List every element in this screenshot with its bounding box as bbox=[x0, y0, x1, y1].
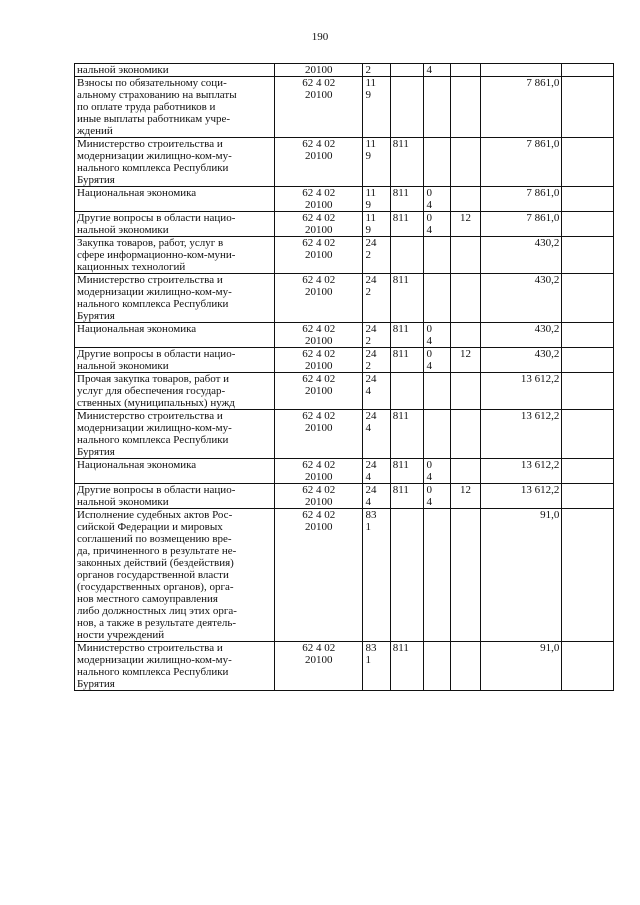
table-row bbox=[75, 64, 614, 77]
subsection-cell bbox=[450, 274, 481, 323]
ministry-code-cell bbox=[390, 77, 424, 138]
ministry-code-cell: 811 bbox=[390, 642, 424, 691]
expense-name-cell: Другие вопросы в области нацио- нальной экономики bbox=[75, 212, 275, 237]
amount-cell: 13 612,2 bbox=[481, 373, 562, 410]
table-row bbox=[75, 459, 614, 484]
table-row bbox=[75, 274, 614, 323]
expense-type-cell: 24 4 bbox=[363, 459, 390, 484]
empty-cell bbox=[562, 77, 614, 138]
target-article-cell: 62 4 02 20100 bbox=[275, 410, 363, 459]
subsection-cell: 12 bbox=[450, 212, 481, 237]
target-article-cell: 62 4 02 20100 bbox=[275, 348, 363, 373]
amount-cell: 13 612,2 bbox=[481, 410, 562, 459]
table-row bbox=[75, 212, 614, 237]
target-article-cell: 62 4 02 20100 bbox=[275, 77, 363, 138]
ministry-code-cell bbox=[390, 237, 424, 274]
ministry-code-cell bbox=[390, 373, 424, 410]
expense-name-cell: Национальная экономика bbox=[75, 459, 275, 484]
table-row bbox=[75, 373, 614, 410]
ministry-code-cell bbox=[390, 509, 424, 642]
table-row bbox=[75, 642, 614, 691]
target-article-cell: 62 4 02 20100 bbox=[275, 274, 363, 323]
expense-name-cell: Национальная экономика bbox=[75, 187, 275, 212]
expense-type-cell: 24 4 bbox=[363, 484, 390, 509]
amount-cell: 13 612,2 bbox=[481, 484, 562, 509]
ministry-code-cell: 811 bbox=[390, 138, 424, 187]
empty-cell bbox=[562, 138, 614, 187]
expense-name-cell: нальной экономики bbox=[75, 64, 275, 77]
ministry-code-cell: 811 bbox=[390, 323, 424, 348]
target-article-cell: 62 4 02 20100 bbox=[275, 484, 363, 509]
target-article-cell: 62 4 02 20100 bbox=[275, 187, 363, 212]
amount-cell: 430,2 bbox=[481, 237, 562, 274]
section-cell: 0 4 bbox=[424, 348, 450, 373]
table-row bbox=[75, 484, 614, 509]
section-cell bbox=[424, 274, 450, 323]
table-row bbox=[75, 509, 614, 642]
section-cell bbox=[424, 77, 450, 138]
ministry-code-cell: 811 bbox=[390, 187, 424, 212]
table-row bbox=[75, 348, 614, 373]
subsection-cell bbox=[450, 187, 481, 212]
target-article-cell: 62 4 02 20100 bbox=[275, 509, 363, 642]
expense-name-cell: Исполнение судебных актов Рос- сийской Федерации и мировых соглашений по возмещению вре- да, причиненного в результате не- законных действий (бездействия) органов государственной власти (государственных органов), орга- нов местного самоуправления либо должностных лиц этих орга- нов, а также в результате деятель- ности учреждений bbox=[75, 509, 275, 642]
empty-cell bbox=[562, 642, 614, 691]
expense-type-cell: 24 4 bbox=[363, 410, 390, 459]
expense-type-cell: 83 1 bbox=[363, 509, 390, 642]
page-number: 190 bbox=[311, 31, 329, 43]
empty-cell bbox=[562, 348, 614, 373]
subsection-cell bbox=[450, 77, 481, 138]
expense-name-cell: Министерство строительства и модернизации жилищно-ком-му- нального комплекса Республики Бурятия bbox=[75, 642, 275, 691]
empty-cell bbox=[562, 410, 614, 459]
section-cell bbox=[424, 410, 450, 459]
section-cell bbox=[424, 642, 450, 691]
empty-cell bbox=[562, 459, 614, 484]
target-article-cell: 62 4 02 20100 bbox=[275, 323, 363, 348]
amount-cell: 7 861,0 bbox=[481, 77, 562, 138]
amount-cell: 430,2 bbox=[481, 348, 562, 373]
amount-cell: 430,2 bbox=[481, 323, 562, 348]
amount-cell: 430,2 bbox=[481, 274, 562, 323]
expense-type-cell: 24 2 bbox=[363, 323, 390, 348]
section-cell bbox=[424, 509, 450, 642]
subsection-cell bbox=[450, 509, 481, 642]
section-cell: 0 4 bbox=[424, 484, 450, 509]
empty-cell bbox=[562, 509, 614, 642]
budget-table-body bbox=[75, 64, 614, 691]
budget-table bbox=[74, 63, 614, 691]
expense-type-cell: 11 9 bbox=[363, 77, 390, 138]
target-article-cell: 62 4 02 20100 bbox=[275, 212, 363, 237]
amount-cell: 91,0 bbox=[481, 509, 562, 642]
empty-cell bbox=[562, 484, 614, 509]
subsection-cell bbox=[450, 642, 481, 691]
section-cell: 0 4 bbox=[424, 323, 450, 348]
expense-name-cell: Министерство строительства и модернизации жилищно-ком-му- нального комплекса Республики Бурятия bbox=[75, 138, 275, 187]
expense-name-cell: Другие вопросы в области нацио- нальной экономики bbox=[75, 348, 275, 373]
empty-cell bbox=[562, 274, 614, 323]
amount-cell: 7 861,0 bbox=[481, 212, 562, 237]
amount-cell: 13 612,2 bbox=[481, 459, 562, 484]
subsection-cell bbox=[450, 373, 481, 410]
empty-cell bbox=[562, 237, 614, 274]
expense-name-cell: Национальная экономика bbox=[75, 323, 275, 348]
table-row bbox=[75, 410, 614, 459]
section-cell bbox=[424, 237, 450, 274]
amount-cell: 7 861,0 bbox=[481, 187, 562, 212]
section-cell: 0 4 bbox=[424, 187, 450, 212]
ministry-code-cell: 811 bbox=[390, 410, 424, 459]
expense-type-cell: 11 9 bbox=[363, 187, 390, 212]
subsection-cell bbox=[450, 459, 481, 484]
empty-cell bbox=[562, 64, 614, 77]
expense-name-cell: Взносы по обязательному соци- альному страхованию на выплаты по оплате труда работников и иные выплаты работникам учре- ждений bbox=[75, 77, 275, 138]
target-article-cell: 62 4 02 20100 bbox=[275, 138, 363, 187]
amount-cell: 91,0 bbox=[481, 642, 562, 691]
expense-type-cell: 24 4 bbox=[363, 373, 390, 410]
target-article-cell: 62 4 02 20100 bbox=[275, 642, 363, 691]
ministry-code-cell: 811 bbox=[390, 348, 424, 373]
section-cell: 0 4 bbox=[424, 459, 450, 484]
target-article-cell: 62 4 02 20100 bbox=[275, 373, 363, 410]
expense-name-cell: Другие вопросы в области нацио- нальной экономики bbox=[75, 484, 275, 509]
subsection-cell bbox=[450, 410, 481, 459]
ministry-code-cell: 811 bbox=[390, 459, 424, 484]
expense-type-cell: 83 1 bbox=[363, 642, 390, 691]
table-row bbox=[75, 187, 614, 212]
ministry-code-cell bbox=[390, 64, 424, 77]
subsection-cell bbox=[450, 323, 481, 348]
table-row bbox=[75, 77, 614, 138]
subsection-cell bbox=[450, 64, 481, 77]
ministry-code-cell: 811 bbox=[390, 484, 424, 509]
expense-type-cell: 11 9 bbox=[363, 138, 390, 187]
target-article-cell: 62 4 02 20100 bbox=[275, 237, 363, 274]
section-cell bbox=[424, 373, 450, 410]
empty-cell bbox=[562, 212, 614, 237]
amount-cell bbox=[481, 64, 562, 77]
subsection-cell bbox=[450, 237, 481, 274]
expense-type-cell: 11 9 bbox=[363, 212, 390, 237]
table-row bbox=[75, 323, 614, 348]
ministry-code-cell: 811 bbox=[390, 212, 424, 237]
section-cell: 0 4 bbox=[424, 212, 450, 237]
subsection-cell: 12 bbox=[450, 484, 481, 509]
target-article-cell: 62 4 02 20100 bbox=[275, 459, 363, 484]
expense-name-cell: Министерство строительства и модернизации жилищно-ком-му- нального комплекса Республики Бурятия bbox=[75, 410, 275, 459]
expense-type-cell: 2 bbox=[363, 64, 390, 77]
section-cell bbox=[424, 138, 450, 187]
table-row bbox=[75, 237, 614, 274]
target-article-cell: 20100 bbox=[275, 64, 363, 77]
table-row bbox=[75, 138, 614, 187]
expense-type-cell: 24 2 bbox=[363, 348, 390, 373]
expense-name-cell: Закупка товаров, работ, услуг в сфере информационно-ком-муни- кационных технологий bbox=[75, 237, 275, 274]
expense-type-cell: 24 2 bbox=[363, 237, 390, 274]
empty-cell bbox=[562, 187, 614, 212]
empty-cell bbox=[562, 323, 614, 348]
ministry-code-cell: 811 bbox=[390, 274, 424, 323]
expense-name-cell: Министерство строительства и модернизации жилищно-ком-му- нального комплекса Республики Бурятия bbox=[75, 274, 275, 323]
expense-name-cell: Прочая закупка товаров, работ и услуг для обеспечения государ- ственных (муниципальных) нужд bbox=[75, 373, 275, 410]
section-cell: 4 bbox=[424, 64, 450, 77]
subsection-cell: 12 bbox=[450, 348, 481, 373]
empty-cell bbox=[562, 373, 614, 410]
amount-cell: 7 861,0 bbox=[481, 138, 562, 187]
expense-type-cell: 24 2 bbox=[363, 274, 390, 323]
subsection-cell bbox=[450, 138, 481, 187]
